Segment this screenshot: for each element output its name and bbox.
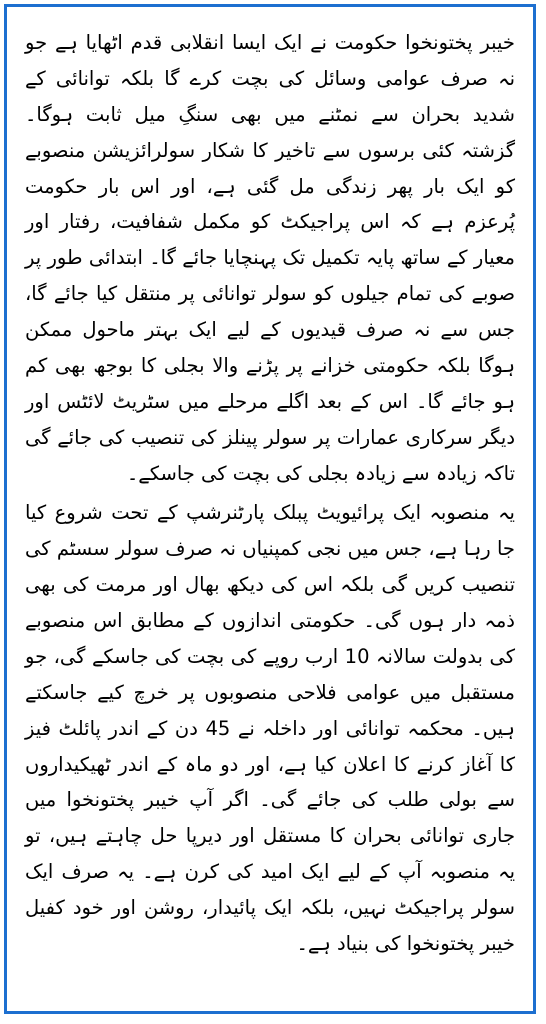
article-frame <box>4 4 536 1014</box>
article-body <box>25 25 515 997</box>
paragraph-2: یہ منصوبہ ایک پرائیویٹ پبلک پارٹنرشپ کے تحت شروع کیا جا رہا ہے، جس میں نجی کمپنیاں نہ صرف سولر سسٹم کی تنصیب کریں گی بلکہ اس کی دیکھ بھال اور مرمت کی بھی ذمہ دار ہوں گی۔ حکومتی اندازوں کے مطابق اس منصوبے کی بدولت سالانہ 10 ارب روپے کی بچت کی جاسکے گی، جو مستقبل میں عوامی فلاحی منصوبوں پر خرچ کیے جاسکتے ہیں۔ محکمہ توانائی اور داخلہ نے 45 دن کے اندر پائلٹ فیز کا آغاز کرنے کا اعلان کیا ہے، اور دو ماہ کے اندر ٹھیکیداروں سے بولی طلب کی جائے گی۔ اگر آپ خیبر پختونخوا میں جاری توانائی بحران کا مستقل اور دیرپا حل چاہتے ہیں، تو یہ منصوبہ آپ کے لیے ایک امید کی کرن ہے۔ یہ صرف ایک سولر پراجیکٹ نہیں، بلکہ ایک پائیدار، روشن اور خود کفیل خیبر پختونخوا کی بنیاد ہے۔ <box>25 501 515 955</box>
paragraph-1: خیبر پختونخوا حکومت نے ایک ایسا انقلابی قدم اٹھایا ہے جو نہ صرف عوامی وسائل کی بچت کرے گا بلکہ توانائی کے شدید بحران سے نمٹنے میں بھی سنگِ میل ثابت ہوگا۔ گزشتہ کئی برسوں سے تاخیر کا شکار سولرائزیشن منصوبے کو ایک بار پھر زندگی مل گئی ہے، اور اس بار حکومت پُرعزم ہے کہ اس پراجیکٹ کو مکمل شفافیت، رفتار اور معیار کے ساتھ پایہ تکمیل تک پہنچایا جائے گا۔ ابتدائی طور پر صوبے کی تمام جیلوں کو سولر توانائی پر منتقل کیا جائے گا، جس سے نہ صرف قیدیوں کے لیے ایک بہتر ماحول ممکن ہوگا بلکہ حکومتی خزانے پر پڑنے والا بجلی کا بوجھ بھی کم ہو جائے گا۔ اس کے بعد اگلے مرحلے میں سٹریٹ لائٹس اور دیگر سرکاری عمارات پر سولر پینلز کی تنصیب کی جائے گی تاکہ زیادہ سے زیادہ بجلی کی بچت کی جاسکے۔ <box>25 31 515 485</box>
